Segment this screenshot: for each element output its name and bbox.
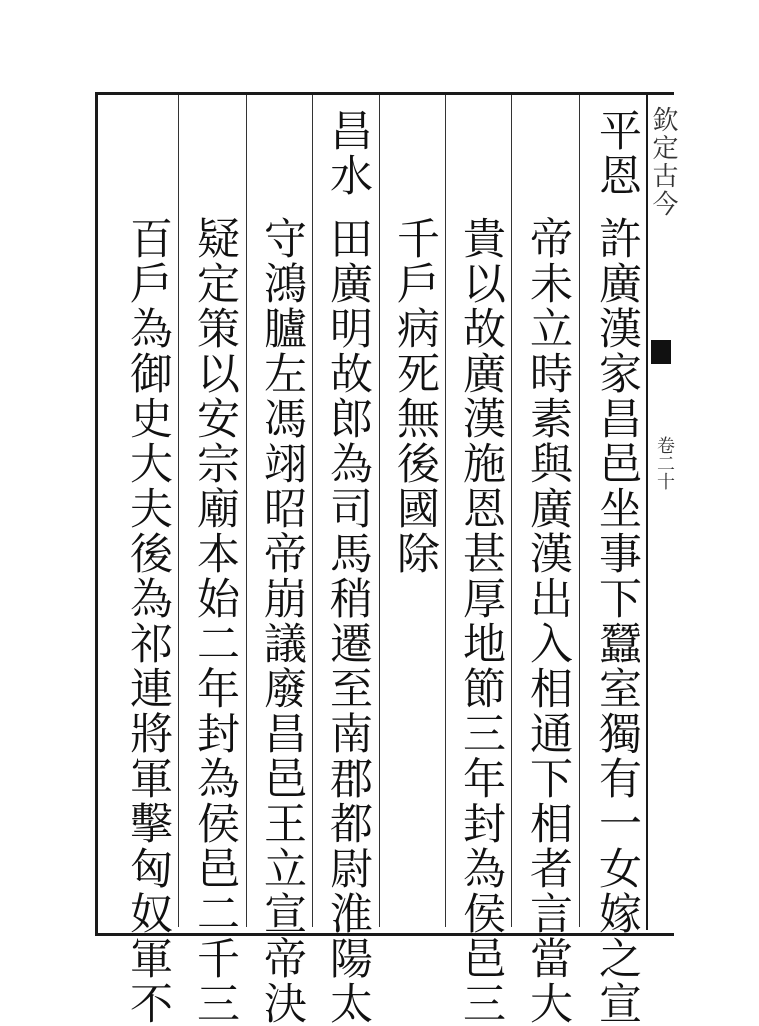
text-column-6: [256, 216, 308, 1026]
column-text: 千戶病死無後國除: [390, 216, 440, 576]
column-text: 疑定策以安宗廟本始二年封為侯邑二千三: [190, 216, 240, 1026]
column-rule: [178, 95, 179, 927]
entry-heading: 昌水: [323, 108, 373, 198]
column-rule: [246, 95, 247, 927]
text-column-3: [455, 216, 507, 1026]
entry-heading: 平恩: [592, 108, 642, 198]
column-text: 許廣漢家昌邑坐事下蠶室獨有一女嫁之宣: [592, 216, 642, 1026]
column-rule: [312, 95, 313, 927]
column-text: 百戶為御史大夫後為祁連將軍擊匈奴軍不: [123, 216, 173, 1026]
book-title: 欽定古今: [648, 106, 678, 218]
page-gutter: [649, 96, 677, 926]
fish-tail-mark: [651, 340, 671, 364]
text-column-4: [389, 216, 441, 576]
column-text: 田廣明故郎為司馬稍遷至南郡都尉淮陽太: [323, 216, 373, 1026]
column-text: 貴以故廣漢施恩甚厚地節三年封為侯邑三: [456, 216, 506, 1026]
text-column-2: [522, 216, 574, 1026]
text-column-1: [591, 108, 643, 198]
text-column-5: [322, 108, 374, 198]
text-column-8: [122, 216, 174, 1026]
column-rule: [445, 95, 446, 927]
column-text: 守鴻臚左馮翊昭帝崩議廢昌邑王立宣帝決: [257, 216, 307, 1026]
volume-label: 卷二十: [654, 436, 675, 490]
column-rule: [511, 95, 512, 927]
column-rule: [379, 95, 380, 927]
text-column-5-body: [322, 216, 374, 1026]
text-column-1-body: [591, 216, 643, 1026]
text-column-7: [189, 216, 241, 1026]
column-text: 帝未立時素與廣漢出入相通下相者言當大: [523, 216, 573, 1026]
page-frame: [95, 92, 674, 936]
column-rule: [579, 95, 580, 927]
